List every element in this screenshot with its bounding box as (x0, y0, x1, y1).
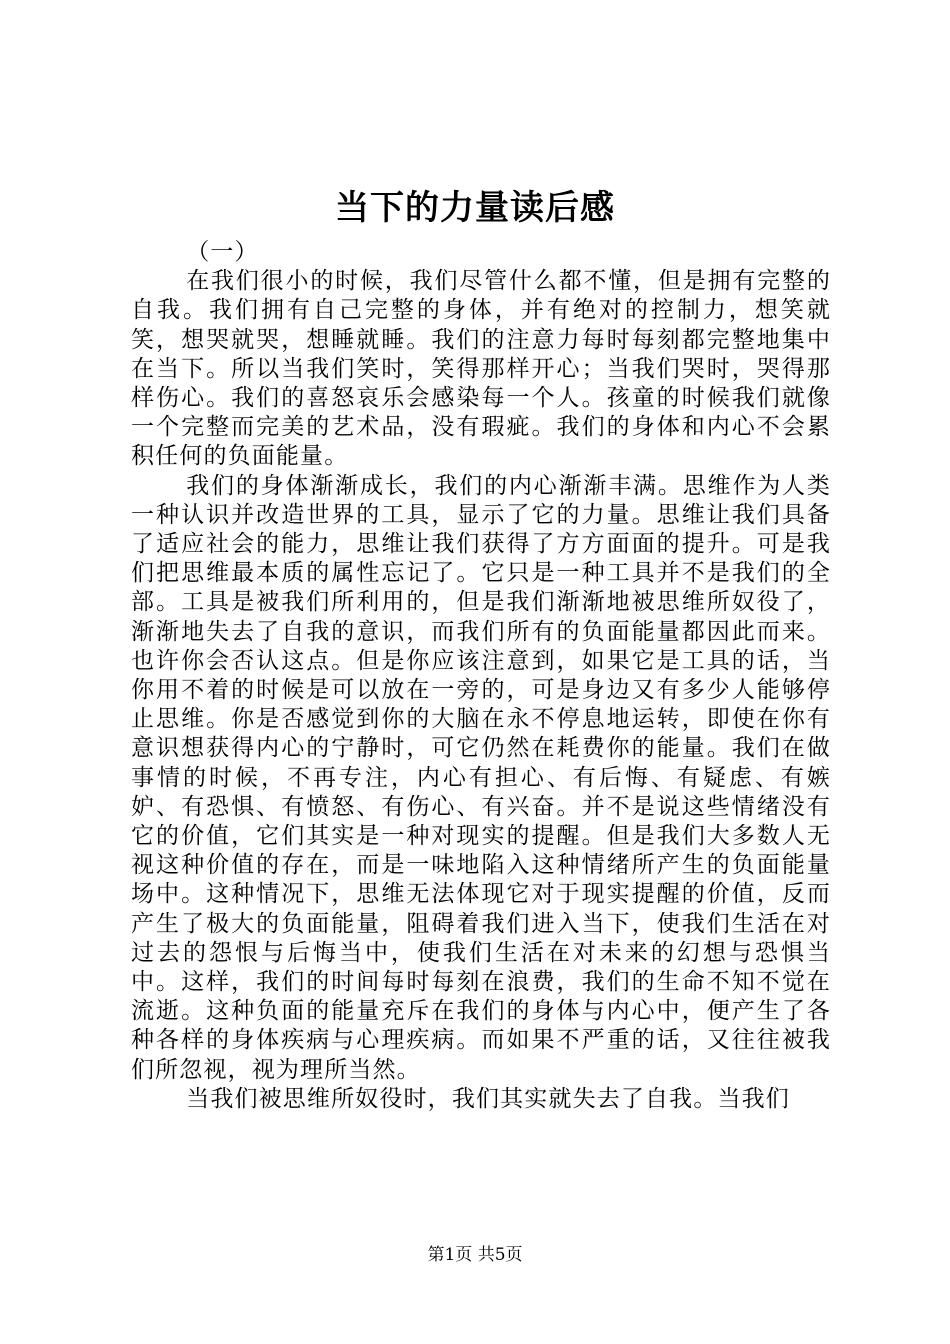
page-number-footer: 第1页 共5页 (427, 1245, 523, 1265)
section-label: （一） (186, 239, 259, 265)
document-title: 当下的力量读后感 (335, 188, 615, 228)
paragraph: 当我们被思维所奴役时，我们其实就失去了自我。当我们 (186, 1085, 790, 1112)
document-body (131, 238, 831, 1114)
paragraph: 我们的身体渐渐成长，我们的内心渐渐丰满。思维作为人类一种认识并改造世界的工具，显示了它的力量。思维让我们具备了适应社会的能力，思维让我们获得了方方面面的提升。可是我们把思维最本质的属性忘记了。它只是一种工具并不是我们的全部。工具是被我们所利用的，但是我们渐渐地被思维所奴役了，渐渐地失去了自我的意识，而我们所有的负面能量都因此而来。也许你会否认这点。但是你应该注意到，如果它是工具的话，当你用不着的时候是可以放在一旁的，可是身边又有多少人能够停止思维。你是否感觉到你的大脑在永不停息地运转，即使在你有意识想获得内心的宁静时，可它仍然在耗费你的能量。我们在做事情的时候，不再专注，内心有担心、有后悔、有疑虑、有嫉妒、有恐惧、有愤怒、有伤心、有兴奋。并不是说这些情绪没有它的价值，它们其实是一种对现实的提醒。但是我们大多数人无视这种价值的存在，而是一味地陷入这种情绪所产生的负面能量场中。这种情况下，思维无法体现它对于现实提醒的价值，反而产生了极大的负面能量，阻碍着我们进入当下，使我们生活在对过去的怨恨与后悔当中，使我们生活在对未来的幻想与恐惧当中。这样，我们的时间每时每刻在浪费，我们的生命不知不觉在流逝。这种负面的能量充斥在我们的身体与内心中，便产生了各种各样的身体疾病与心理疾病。而如果不严重的话，又往往被我们所忽视，视为理所当然。 (131, 472, 831, 1083)
paragraph: 在我们很小的时候，我们尽管什么都不懂，但是拥有完整的自我。我们拥有自己完整的身体，并有绝对的控制力，想笑就笑，想哭就哭，想睡就睡。我们的注意力每时每刻都完整地集中在当下。所以当我们笑时，笑得那样开心；当我们哭时，哭得那样伤心。我们的喜怒哀乐会感染每一个人。孩童的时候我们就像一个完整而完美的艺术品，没有瑕疵。我们的身体和内心不会累积任何的负面能量。 (131, 268, 831, 470)
